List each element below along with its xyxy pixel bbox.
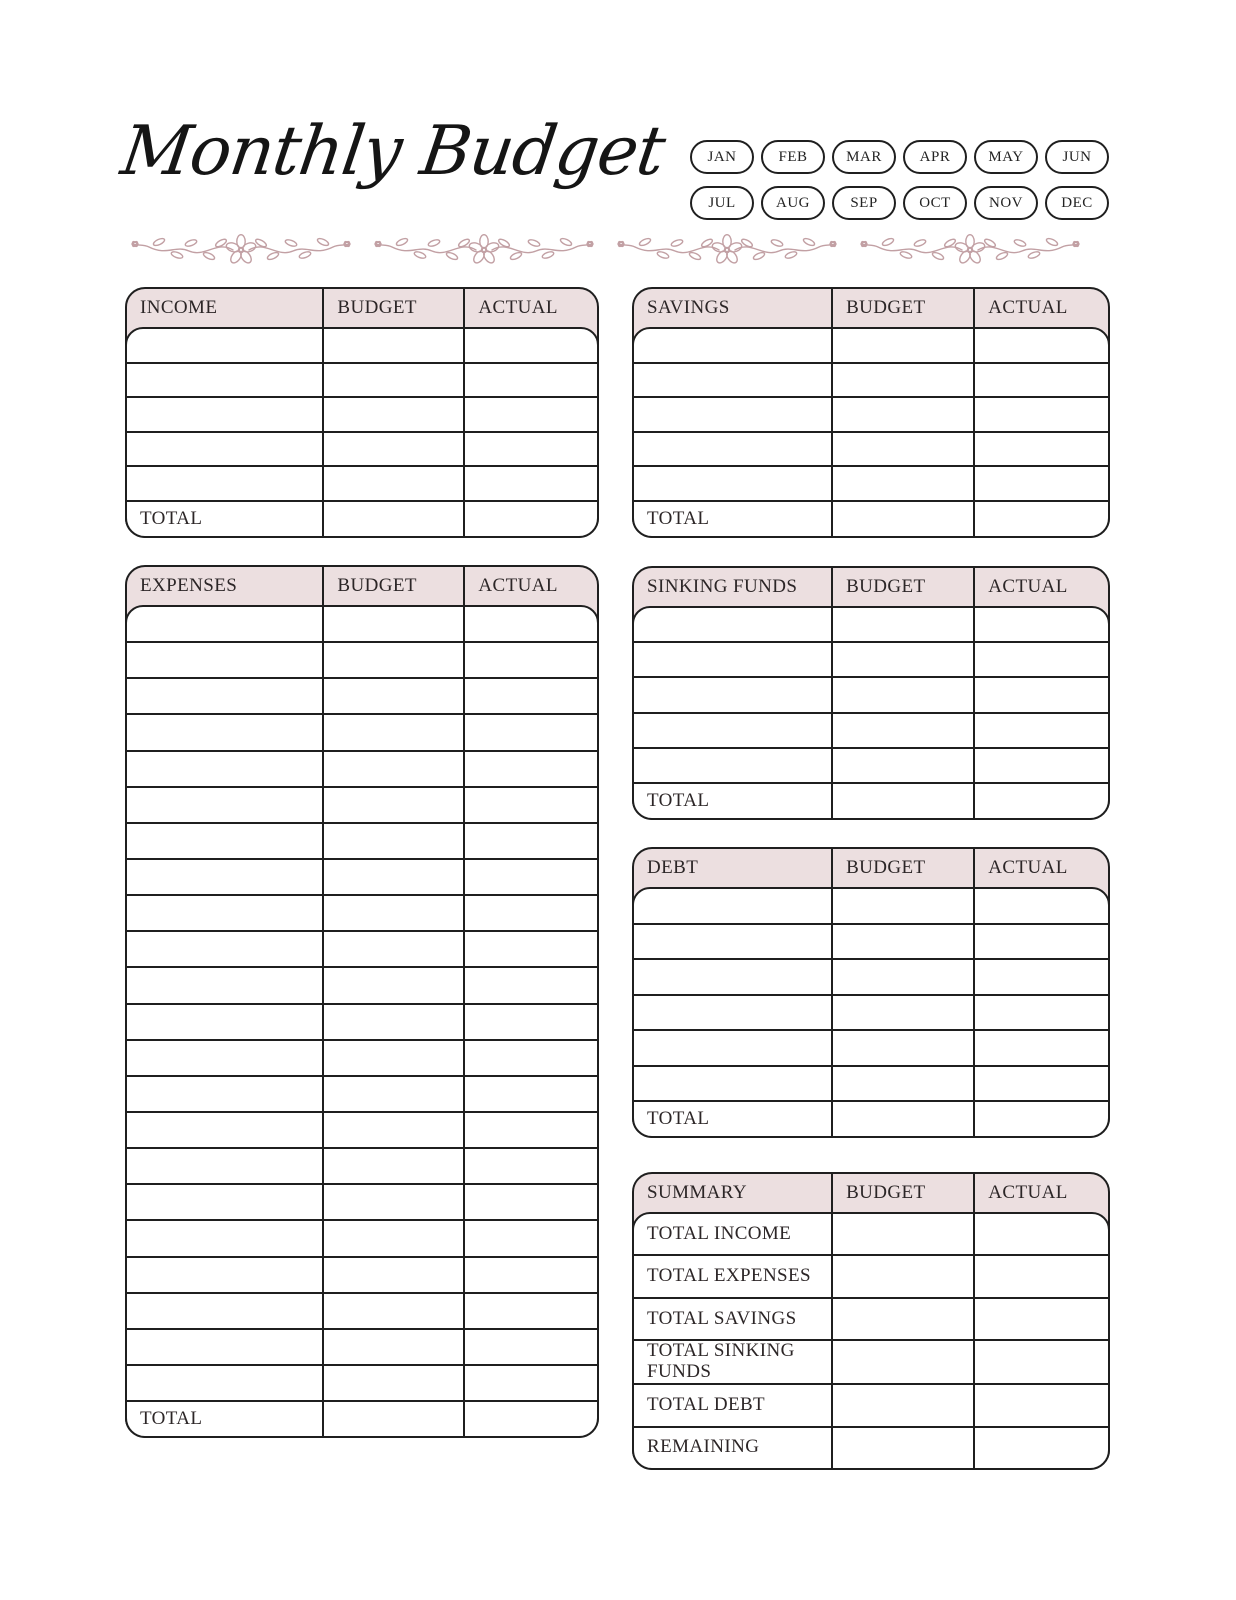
budget-cell[interactable] [324, 679, 465, 713]
item-cell[interactable] [634, 678, 833, 711]
actual-cell[interactable] [465, 679, 597, 713]
budget-cell[interactable] [324, 1005, 465, 1039]
summary-budget-cell[interactable] [833, 1299, 975, 1339]
actual-cell[interactable] [465, 329, 597, 362]
item-cell[interactable] [634, 714, 833, 747]
income-title: INCOME [127, 289, 324, 327]
debt-table [632, 847, 1110, 1138]
budget-cell[interactable] [324, 1185, 465, 1219]
summary-label: REMAINING [634, 1428, 833, 1468]
budget-cell[interactable] [324, 824, 465, 858]
income-total-label: TOTAL [127, 502, 324, 536]
sinking-funds-total-label: TOTAL [634, 784, 833, 818]
table-row [127, 1075, 597, 1111]
actual-cell[interactable] [975, 749, 1108, 782]
table-row [127, 1039, 597, 1075]
table-row [127, 607, 597, 641]
budget-cell[interactable] [833, 1031, 975, 1065]
table-row [127, 966, 597, 1002]
summary-label: TOTAL SINKING FUNDS [647, 1340, 795, 1383]
item-cell[interactable] [634, 1031, 833, 1065]
budget-cell[interactable] [324, 1149, 465, 1183]
month-pill-aug[interactable]: AUG [761, 186, 825, 220]
month-pill-jan[interactable]: JAN [690, 140, 754, 174]
debt-total-row [634, 1100, 1108, 1136]
budget-cell[interactable] [833, 960, 975, 994]
summary-table [632, 1172, 1110, 1470]
item-cell[interactable] [127, 1113, 324, 1147]
item-cell[interactable] [127, 467, 324, 500]
month-pill-may[interactable]: MAY [974, 140, 1038, 174]
budget-cell[interactable] [324, 467, 465, 500]
table-row [127, 1256, 597, 1292]
summary-actual-cell[interactable] [975, 1428, 1108, 1468]
item-cell[interactable] [634, 996, 833, 1030]
table-row [634, 608, 1108, 641]
table-row [127, 750, 597, 786]
table-row [127, 1183, 597, 1219]
summary-budget-cell[interactable] [833, 1428, 975, 1468]
summary-row-total-sinking-funds [634, 1339, 1108, 1383]
budget-cell[interactable] [324, 329, 465, 362]
item-cell[interactable] [634, 329, 833, 362]
budget-cell[interactable] [324, 1366, 465, 1400]
actual-cell[interactable] [465, 643, 597, 677]
sinking-funds-budget-header: BUDGET [833, 568, 975, 606]
item-cell[interactable] [127, 643, 324, 677]
summary-label: TOTAL SAVINGS [634, 1299, 833, 1339]
table-row [127, 641, 597, 677]
summary-actual-header: ACTUAL [988, 1182, 1068, 1203]
actual-cell[interactable] [465, 1258, 597, 1292]
savings-total-row [634, 500, 1108, 536]
actual-cell[interactable] [975, 714, 1108, 747]
actual-cell[interactable] [465, 1113, 597, 1147]
actual-cell[interactable] [465, 1366, 597, 1400]
table-row [127, 362, 597, 397]
savings-total-label: TOTAL [634, 502, 833, 536]
summary-budget-cell[interactable] [833, 1214, 975, 1254]
month-pill-nov[interactable]: NOV [974, 186, 1038, 220]
actual-cell[interactable] [465, 1294, 597, 1328]
table-row [634, 1065, 1108, 1101]
month-pill-sep[interactable]: SEP [832, 186, 896, 220]
summary-label: TOTAL EXPENSES [634, 1256, 833, 1296]
budget-cell[interactable] [833, 678, 975, 711]
month-selector [690, 140, 1109, 220]
sinking-funds-title: SINKING FUNDS [634, 568, 833, 606]
budget-cell[interactable] [833, 608, 975, 641]
item-cell[interactable] [127, 932, 324, 966]
budget-cell[interactable] [324, 433, 465, 466]
actual-cell[interactable] [465, 607, 597, 641]
item-cell[interactable] [127, 1294, 324, 1328]
savings-total-budget-cell[interactable] [833, 502, 975, 536]
actual-cell[interactable] [465, 364, 597, 397]
summary-actual-cell[interactable] [975, 1299, 1108, 1339]
summary-actual-cell[interactable] [975, 1214, 1108, 1254]
summary-budget-cell[interactable] [833, 1385, 975, 1425]
summary-row-remaining [634, 1426, 1108, 1468]
sinking-funds-actual-header: ACTUAL [988, 576, 1068, 597]
income-budget-header: BUDGET [324, 289, 465, 327]
budget-cell[interactable] [324, 752, 465, 786]
budget-cell[interactable] [833, 996, 975, 1030]
actual-cell[interactable] [975, 329, 1108, 362]
budget-cell[interactable] [324, 607, 465, 641]
debt-title: DEBT [634, 849, 833, 887]
actual-cell[interactable] [975, 433, 1108, 466]
budget-cell[interactable] [833, 889, 975, 923]
actual-cell[interactable] [465, 467, 597, 500]
sinking-funds-total-budget-cell[interactable] [833, 784, 975, 818]
item-cell[interactable] [127, 329, 324, 362]
table-row [634, 747, 1108, 782]
table-row [634, 712, 1108, 747]
table-row [127, 329, 597, 362]
debt-actual-header: ACTUAL [988, 857, 1068, 878]
table-row [127, 822, 597, 858]
table-row [127, 1328, 597, 1364]
budget-cell[interactable] [833, 433, 975, 466]
table-row [634, 465, 1108, 500]
summary-budget-cell[interactable] [833, 1341, 975, 1383]
expenses-title: EXPENSES [127, 567, 324, 605]
summary-title: SUMMARY [634, 1174, 833, 1212]
expenses-actual-header: ACTUAL [478, 575, 558, 596]
budget-cell[interactable] [833, 398, 975, 431]
expenses-budget-header: BUDGET [324, 567, 465, 605]
actual-cell[interactable] [465, 968, 597, 1002]
table-row [634, 1029, 1108, 1065]
month-pill-apr[interactable]: APR [903, 140, 967, 174]
table-row [634, 923, 1108, 959]
table-row [127, 858, 597, 894]
table-row [127, 396, 597, 431]
item-cell[interactable] [634, 889, 833, 923]
item-cell[interactable] [127, 1005, 324, 1039]
actual-cell[interactable] [975, 678, 1108, 711]
item-cell[interactable] [127, 1077, 324, 1111]
income-total-actual-cell[interactable] [465, 502, 597, 536]
summary-actual-cell[interactable] [975, 1341, 1108, 1383]
month-pill-jul[interactable]: JUL [690, 186, 754, 220]
budget-cell[interactable] [324, 860, 465, 894]
actual-cell[interactable] [975, 925, 1108, 959]
debt-budget-header: BUDGET [833, 849, 975, 887]
table-row [127, 1292, 597, 1328]
actual-cell[interactable] [975, 960, 1108, 994]
summary-budget-cell[interactable] [833, 1256, 975, 1296]
table-row [634, 958, 1108, 994]
sinking-funds-total-actual-cell[interactable] [975, 784, 1108, 818]
item-cell[interactable] [634, 960, 833, 994]
item-cell[interactable] [127, 607, 324, 641]
income-total-budget-cell[interactable] [324, 502, 465, 536]
debt-total-label: TOTAL [634, 1102, 833, 1136]
actual-cell[interactable] [465, 1005, 597, 1039]
actual-cell[interactable] [465, 752, 597, 786]
actual-cell[interactable] [465, 1221, 597, 1255]
table-row [127, 1364, 597, 1400]
item-cell[interactable] [634, 925, 833, 959]
budget-cell[interactable] [324, 788, 465, 822]
item-cell[interactable] [127, 715, 324, 749]
summary-actual-cell[interactable] [975, 1385, 1108, 1425]
sinking-funds-total-row [634, 782, 1108, 818]
month-pill-feb[interactable]: FEB [761, 140, 825, 174]
summary-label: TOTAL INCOME [634, 1214, 833, 1254]
actual-cell[interactable] [465, 1185, 597, 1219]
item-cell[interactable] [634, 749, 833, 782]
table-row [634, 641, 1108, 676]
item-cell[interactable] [634, 433, 833, 466]
actual-cell[interactable] [465, 715, 597, 749]
item-cell[interactable] [127, 860, 324, 894]
item-cell[interactable] [127, 896, 324, 930]
actual-cell[interactable] [465, 896, 597, 930]
budget-cell[interactable] [324, 896, 465, 930]
actual-cell[interactable] [465, 788, 597, 822]
tables-area [125, 287, 1110, 1470]
budget-cell[interactable] [324, 1041, 465, 1075]
actual-cell[interactable] [975, 1067, 1108, 1101]
budget-cell[interactable] [833, 925, 975, 959]
actual-cell[interactable] [975, 1031, 1108, 1065]
item-cell[interactable] [127, 1258, 324, 1292]
budget-cell[interactable] [324, 643, 465, 677]
budget-cell[interactable] [324, 1221, 465, 1255]
sinking-funds-table [632, 566, 1110, 820]
summary-row-total-income [634, 1214, 1108, 1254]
savings-table [632, 287, 1110, 538]
month-pill-dec[interactable]: DEC [1045, 186, 1109, 220]
budget-cell[interactable] [324, 398, 465, 431]
budget-cell[interactable] [833, 714, 975, 747]
item-cell[interactable] [127, 1366, 324, 1400]
item-cell[interactable] [127, 968, 324, 1002]
actual-cell[interactable] [465, 824, 597, 858]
table-row [127, 431, 597, 466]
summary-label: TOTAL DEBT [634, 1385, 833, 1425]
budget-cell[interactable] [324, 1258, 465, 1292]
item-cell[interactable] [634, 643, 833, 676]
expenses-total-budget-cell[interactable] [324, 1402, 465, 1436]
actual-cell[interactable] [465, 1077, 597, 1111]
month-pill-jun[interactable]: JUN [1045, 140, 1109, 174]
actual-cell[interactable] [465, 433, 597, 466]
budget-cell[interactable] [324, 968, 465, 1002]
actual-cell[interactable] [975, 889, 1108, 923]
table-row [634, 329, 1108, 362]
item-cell[interactable] [634, 364, 833, 397]
savings-actual-header: ACTUAL [988, 297, 1068, 318]
table-row [127, 1111, 597, 1147]
summary-row-total-debt [634, 1383, 1108, 1425]
savings-budget-header: BUDGET [833, 289, 975, 327]
actual-cell[interactable] [465, 1041, 597, 1075]
item-cell[interactable] [127, 1221, 324, 1255]
page-title: Monthly Budget [116, 112, 670, 191]
item-cell[interactable] [634, 1067, 833, 1101]
budget-cell[interactable] [833, 467, 975, 500]
debt-total-actual-cell[interactable] [975, 1102, 1108, 1136]
income-table [125, 287, 599, 538]
actual-cell[interactable] [465, 398, 597, 431]
table-row [127, 786, 597, 822]
table-row [127, 713, 597, 749]
table-row [634, 396, 1108, 431]
table-row [127, 1003, 597, 1039]
actual-cell[interactable] [975, 398, 1108, 431]
budget-cell[interactable] [833, 1067, 975, 1101]
table-row [127, 677, 597, 713]
item-cell[interactable] [127, 433, 324, 466]
budget-cell[interactable] [324, 1330, 465, 1364]
table-row [127, 930, 597, 966]
expenses-total-label: TOTAL [127, 1402, 324, 1436]
item-cell[interactable] [127, 364, 324, 397]
actual-cell[interactable] [465, 932, 597, 966]
income-actual-header: ACTUAL [478, 297, 558, 318]
budget-cell[interactable] [833, 643, 975, 676]
actual-cell[interactable] [975, 996, 1108, 1030]
table-row [634, 994, 1108, 1030]
budget-cell[interactable] [833, 364, 975, 397]
table-row [634, 362, 1108, 397]
item-cell[interactable] [127, 1149, 324, 1183]
actual-cell[interactable] [465, 1330, 597, 1364]
debt-total-budget-cell[interactable] [833, 1102, 975, 1136]
budget-cell[interactable] [833, 749, 975, 782]
item-cell[interactable] [634, 608, 833, 641]
table-row [127, 1147, 597, 1183]
table-row [127, 894, 597, 930]
budget-cell[interactable] [324, 1077, 465, 1111]
item-cell[interactable] [127, 752, 324, 786]
item-cell[interactable] [634, 467, 833, 500]
budget-cell[interactable] [324, 364, 465, 397]
summary-row-total-expenses [634, 1254, 1108, 1296]
actual-cell[interactable] [975, 364, 1108, 397]
item-cell[interactable] [127, 679, 324, 713]
actual-cell[interactable] [465, 1149, 597, 1183]
item-cell[interactable] [127, 1330, 324, 1364]
budget-cell[interactable] [324, 932, 465, 966]
summary-actual-cell[interactable] [975, 1256, 1108, 1296]
table-row [127, 465, 597, 500]
actual-cell[interactable] [465, 860, 597, 894]
item-cell[interactable] [127, 398, 324, 431]
item-cell[interactable] [634, 398, 833, 431]
actual-cell[interactable] [975, 467, 1108, 500]
savings-total-actual-cell[interactable] [975, 502, 1108, 536]
item-cell[interactable] [127, 1185, 324, 1219]
floral-divider-icon [125, 230, 1085, 270]
budget-cell[interactable] [833, 329, 975, 362]
table-row [127, 1219, 597, 1255]
expenses-total-row [127, 1400, 597, 1436]
expenses-total-actual-cell[interactable] [465, 1402, 597, 1436]
actual-cell[interactable] [975, 643, 1108, 676]
summary-budget-header: BUDGET [833, 1174, 975, 1212]
table-row [634, 889, 1108, 923]
budget-cell[interactable] [324, 715, 465, 749]
item-cell[interactable] [127, 824, 324, 858]
actual-cell[interactable] [975, 608, 1108, 641]
savings-title: SAVINGS [634, 289, 833, 327]
expenses-table [125, 565, 599, 1438]
month-pill-oct[interactable]: OCT [903, 186, 967, 220]
income-total-row [127, 500, 597, 536]
summary-row-total-savings [634, 1297, 1108, 1339]
table-row [634, 676, 1108, 711]
month-pill-mar[interactable]: MAR [832, 140, 896, 174]
item-cell[interactable] [127, 788, 324, 822]
table-row [634, 431, 1108, 466]
budget-cell[interactable] [324, 1113, 465, 1147]
item-cell[interactable] [127, 1041, 324, 1075]
budget-cell[interactable] [324, 1294, 465, 1328]
